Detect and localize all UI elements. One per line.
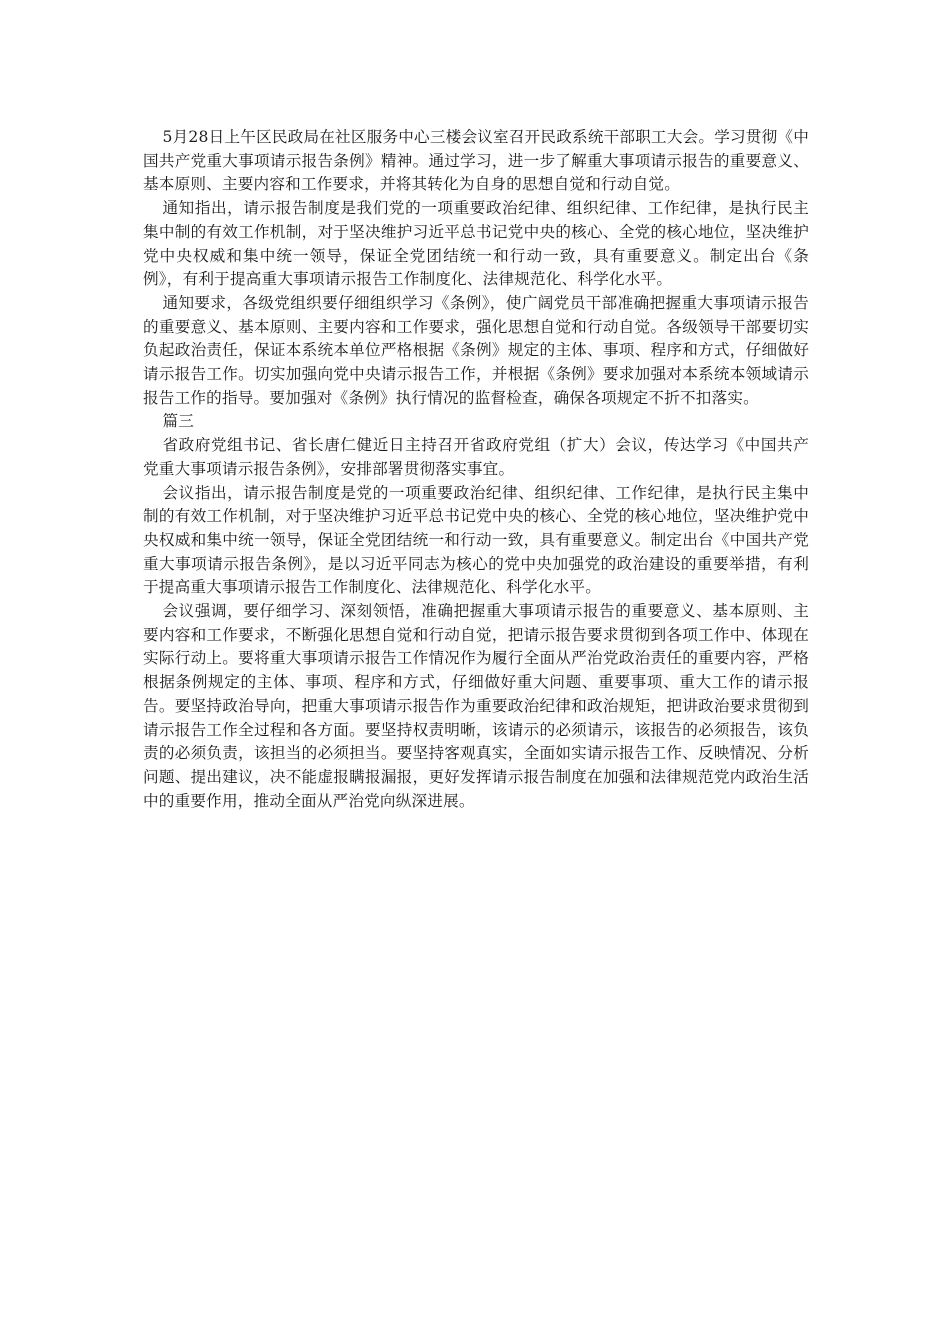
paragraph-meeting-emphasis: 会议强调，要仔细学习、深刻领悟，准确把握重大事项请示报告的重要意义、基本原则、主要内容和工作要求，不断强化思想自觉和行动自觉，把请示报告要求贯彻到各项工作中、体现在实际行动上。要将重大事项请示报告工作情况作为履行全面从严治党政治责任的重要内容，严格根据条例规定的主体、事项、程序和方式，仔细做好重大问题、重要事项、重大工作的请示报告。要坚持政治导向，把重大事项请示报告作为重要政治纪律和政治规矩，把讲政治要求贯彻到请示报告工作全过程和各方面。要坚持权责明晰，该请示的必须请示，该报告的必须报告，该负责的必须负责，该担当的必须担当。要坚持客观真实，全面如实请示报告工作、反映情况、分析问题、提出建议，决不能虚报瞒报漏报，更好发挥请示报告制度在加强和法律规范党内政治生活中的重要作用，推动全面从严治党向纵深进展。	[143, 602, 809, 810]
document-body	[143, 126, 809, 813]
paragraph-meeting-points: 会议指出，请示报告制度是党的一项重要政治纪律、组织纪律、工作纪律，是执行民主集中制的有效工作机制，对于坚决维护习近平总书记党中央的核心、全党的核心地位，坚决维护党中央权威和集中统一领导，保证全党团结统一和行动一致，具有重要意义。制定出台《中国共产党重大事项请示报告条例》，是以习近平同志为核心的党中央加强党的政治建设的重要举措，有利于提高重大事项请示报告工作制度化、法律规范化、科学化水平。	[143, 483, 809, 597]
paragraph-notice-points: 通知指出，请示报告制度是我们党的一项重要政治纪律、组织纪律、工作纪律，是执行民主集中制的有效工作机制，对于坚决维护习近平总书记党中央的核心、全党的核心地位，坚决维护党中央权威和集中统一领导，保证全党团结统一和行动一致，具有重要意义。制定出台《条例》，有利于提高重大事项请示报告工作制度化、法律规范化、科学化水平。	[143, 199, 809, 289]
paragraph-provincial-meeting: 省政府党组书记、省长唐仁健近日主持召开省政府党组（扩大）会议，传达学习《中国共产党重大事项请示报告条例》，安排部署贯彻落实事宜。	[143, 436, 809, 478]
section-heading: 篇三	[162, 412, 195, 431]
paragraph-meeting-intro: 5月28日上午区民政局在社区服务中心三楼会议室召开民政系统干部职工大会。学习贯彻《中国共产党重大事项请示报告条例》精神。通过学习，进一步了解重大事项请示报告的重要意义、基本原则、主要内容和工作要求，并将其转化为自身的思想自觉和行动自觉。	[143, 128, 809, 194]
paragraph-notice-requirements: 通知要求，各级党组织要仔细组织学习《条例》，使广阔党员干部准确把握重大事项请示报告的重要意义、基本原则、主要内容和工作要求，强化思想自觉和行动自觉。各级领导干部要切实负起政治责任，保证本系统本单位严格根据《条例》规定的主体、事项、程序和方式，仔细做好请示报告工作。切实加强向党中央请示报告工作，并根据《条例》要求加强对本系统本领域请示报告工作的指导。要加强对《条例》执行情况的监督检查，确保各项规定不折不扣落实。	[143, 293, 809, 407]
